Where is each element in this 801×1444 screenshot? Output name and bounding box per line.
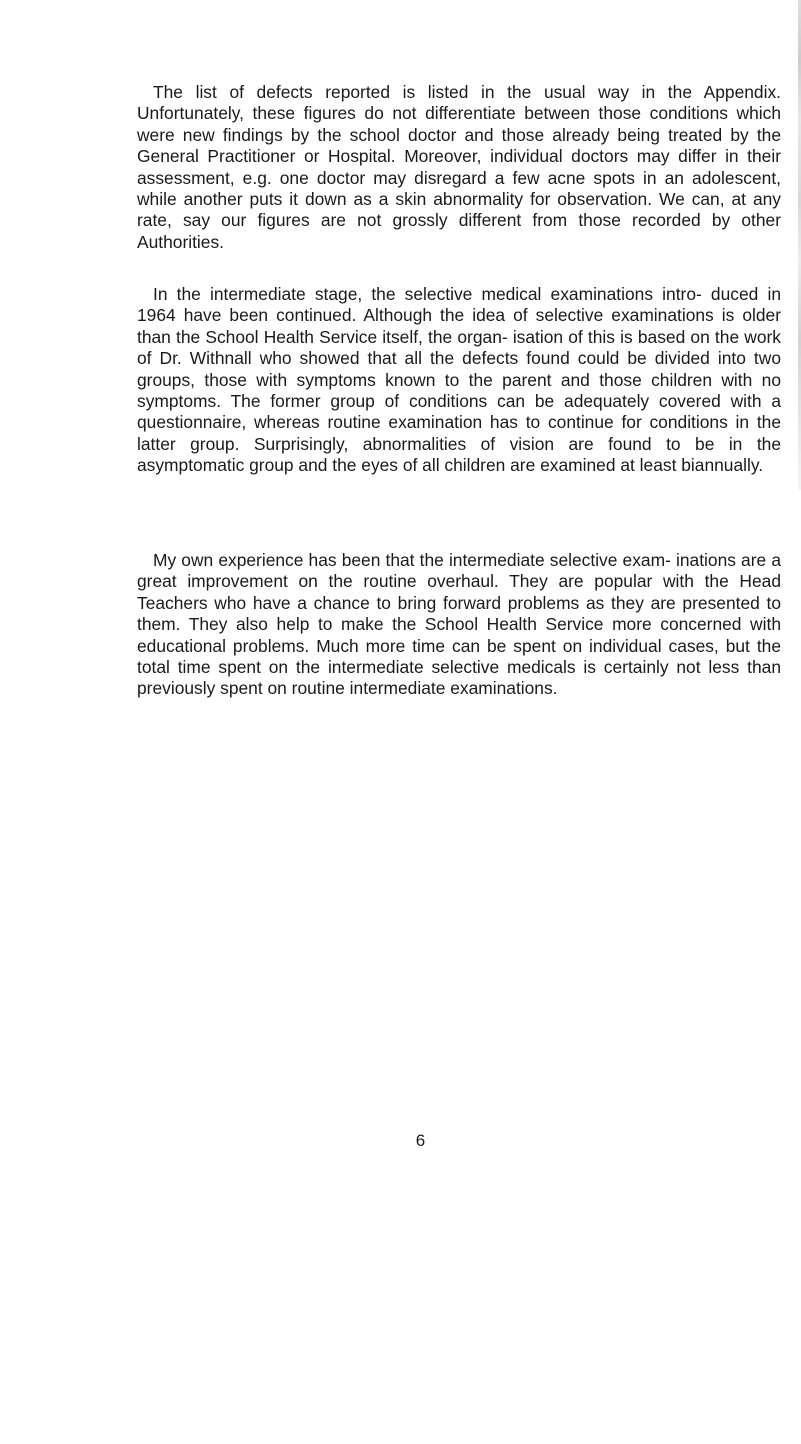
page-number: 6 (415, 1131, 426, 1150)
paragraph-intermediate-stage: In the intermediate stage, the selective medical examinations intro- duced in 1964 have been continued. Although the idea of selective examinations is older than the School Health Service itself, the organ- isation of this is based on the work of Dr. Withnall who showed that all the defects found could be divided into two groups, those with symptoms known to the parent and those children with no symptoms. The former group of conditions can be adequately covered with a questionnaire, whereas routine examination has to continue for conditions in the latter group. Surprisingly, abnormalities of vision are found to be in the asymptomatic group and the eyes of all children are examined at least biannually. (137, 284, 781, 476)
paragraph-defects-list: The list of defects reported is listed in the usual way in the Appendix. Unfortunately, these figures do not differentiate between those conditions which were new findings by the school doctor and those already being treated by the General Practitioner or Hospital. Moreover, individual doctors may differ in their assessment, e.g. one doctor may disregard a few acne spots in an adolescent, while another puts it down as a skin abnormality for observation. We can, at any rate, say our figures are not grossly different from those recorded by other Authorities. (137, 82, 781, 252)
paragraph-own-experience: My own experience has been that the intermediate selective exam- inations are a great improvement on the routine overhaul. They are popular with the Head Teachers who have a chance to bring forward problems as they are presented to them. They also help to make the School Health Service more concerned with educational problems. Much more time can be spent on individual cases, but the total time spent on the intermediate selective medicals is certainly not less than previously spent on routine intermediate examinations. (137, 550, 781, 699)
